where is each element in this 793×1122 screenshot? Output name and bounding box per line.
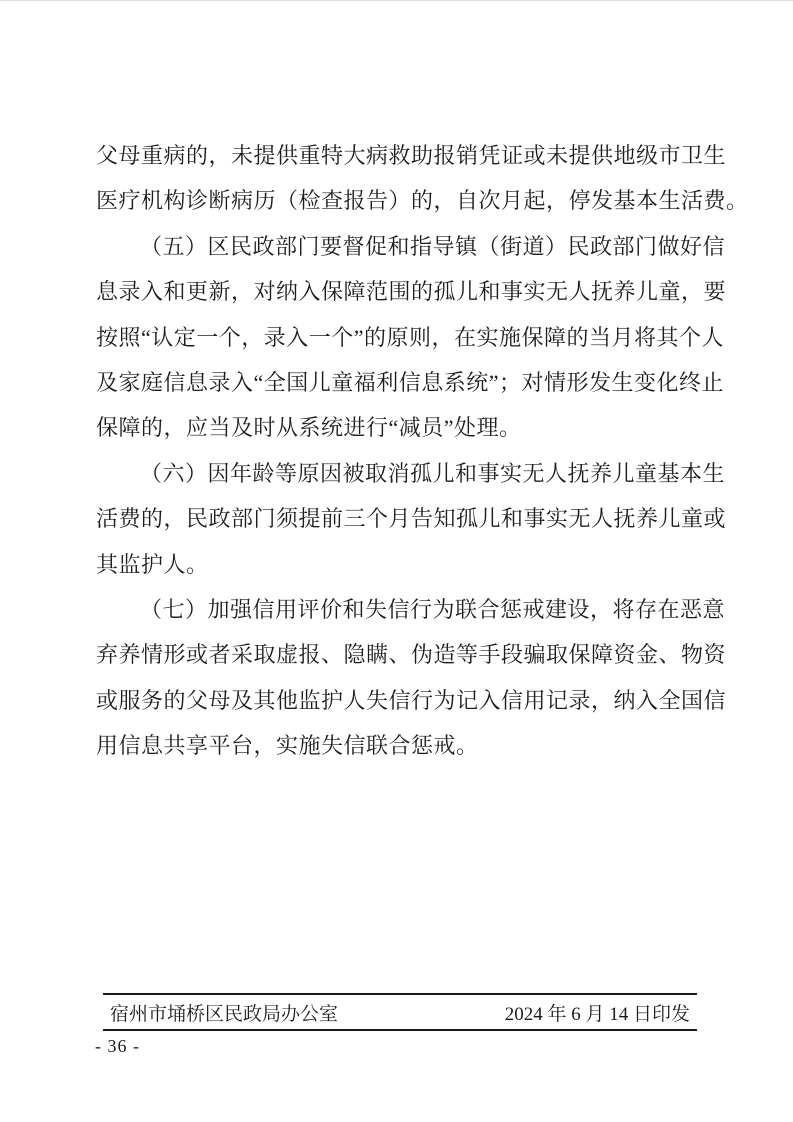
body-line: 活费的，民政部门须提前三个月告知孤儿和事实无人抚养儿童或 <box>96 506 727 532</box>
body-line: 医疗机构诊断病历（检查报告）的，自次月起，停发基本生活费。 <box>96 188 749 214</box>
body-line: 弃养情形或者采取虚报、隐瞒、伪造等手段骗取保障资金、物资 <box>96 642 727 668</box>
footer-rule-bottom <box>103 1029 697 1031</box>
page-top-edge <box>0 0 793 1</box>
footer-print-date: 2024 年 6 月 14 日印发 <box>504 1003 690 1025</box>
body-line: 按照“认定一个，录入一个”的原则，在实施保障的当月将其个人 <box>96 324 725 350</box>
body-line: 及家庭信息录入“全国儿童福利信息系统”；对情形发生变化终止 <box>96 370 725 396</box>
footer-issuer: 宿州市埇桥区民政局办公室 <box>110 1003 339 1025</box>
body-line: （七）加强信用评价和失信行为联合惩戒建设，将存在恶意 <box>140 597 726 623</box>
document-body <box>96 133 749 769</box>
body-line: 或服务的父母及其他监护人失信行为记入信用记录，纳入全国信 <box>96 687 727 713</box>
body-line: 保障的，应当及时从系统进行“减员”处理。 <box>96 415 522 441</box>
body-line: 息录入和更新，对纳入保障范围的孤儿和事实无人抚养儿童，要 <box>96 279 727 305</box>
footer <box>103 995 697 1029</box>
page-number: - 36 - <box>95 1036 140 1056</box>
body-line: （六）因年龄等原因被取消孤儿和事实无人抚养儿童基本生 <box>140 460 726 486</box>
body-line: 用信息共享平台，实施失信联合惩戒。 <box>96 733 479 759</box>
body-line: 其监护人。 <box>96 551 209 577</box>
body-line: 父母重病的，未提供重特大病救助报销凭证或未提供地级市卫生 <box>96 143 727 168</box>
body-line: （五）区民政部门要督促和指导镇（街道）民政部门做好信 <box>140 233 726 259</box>
